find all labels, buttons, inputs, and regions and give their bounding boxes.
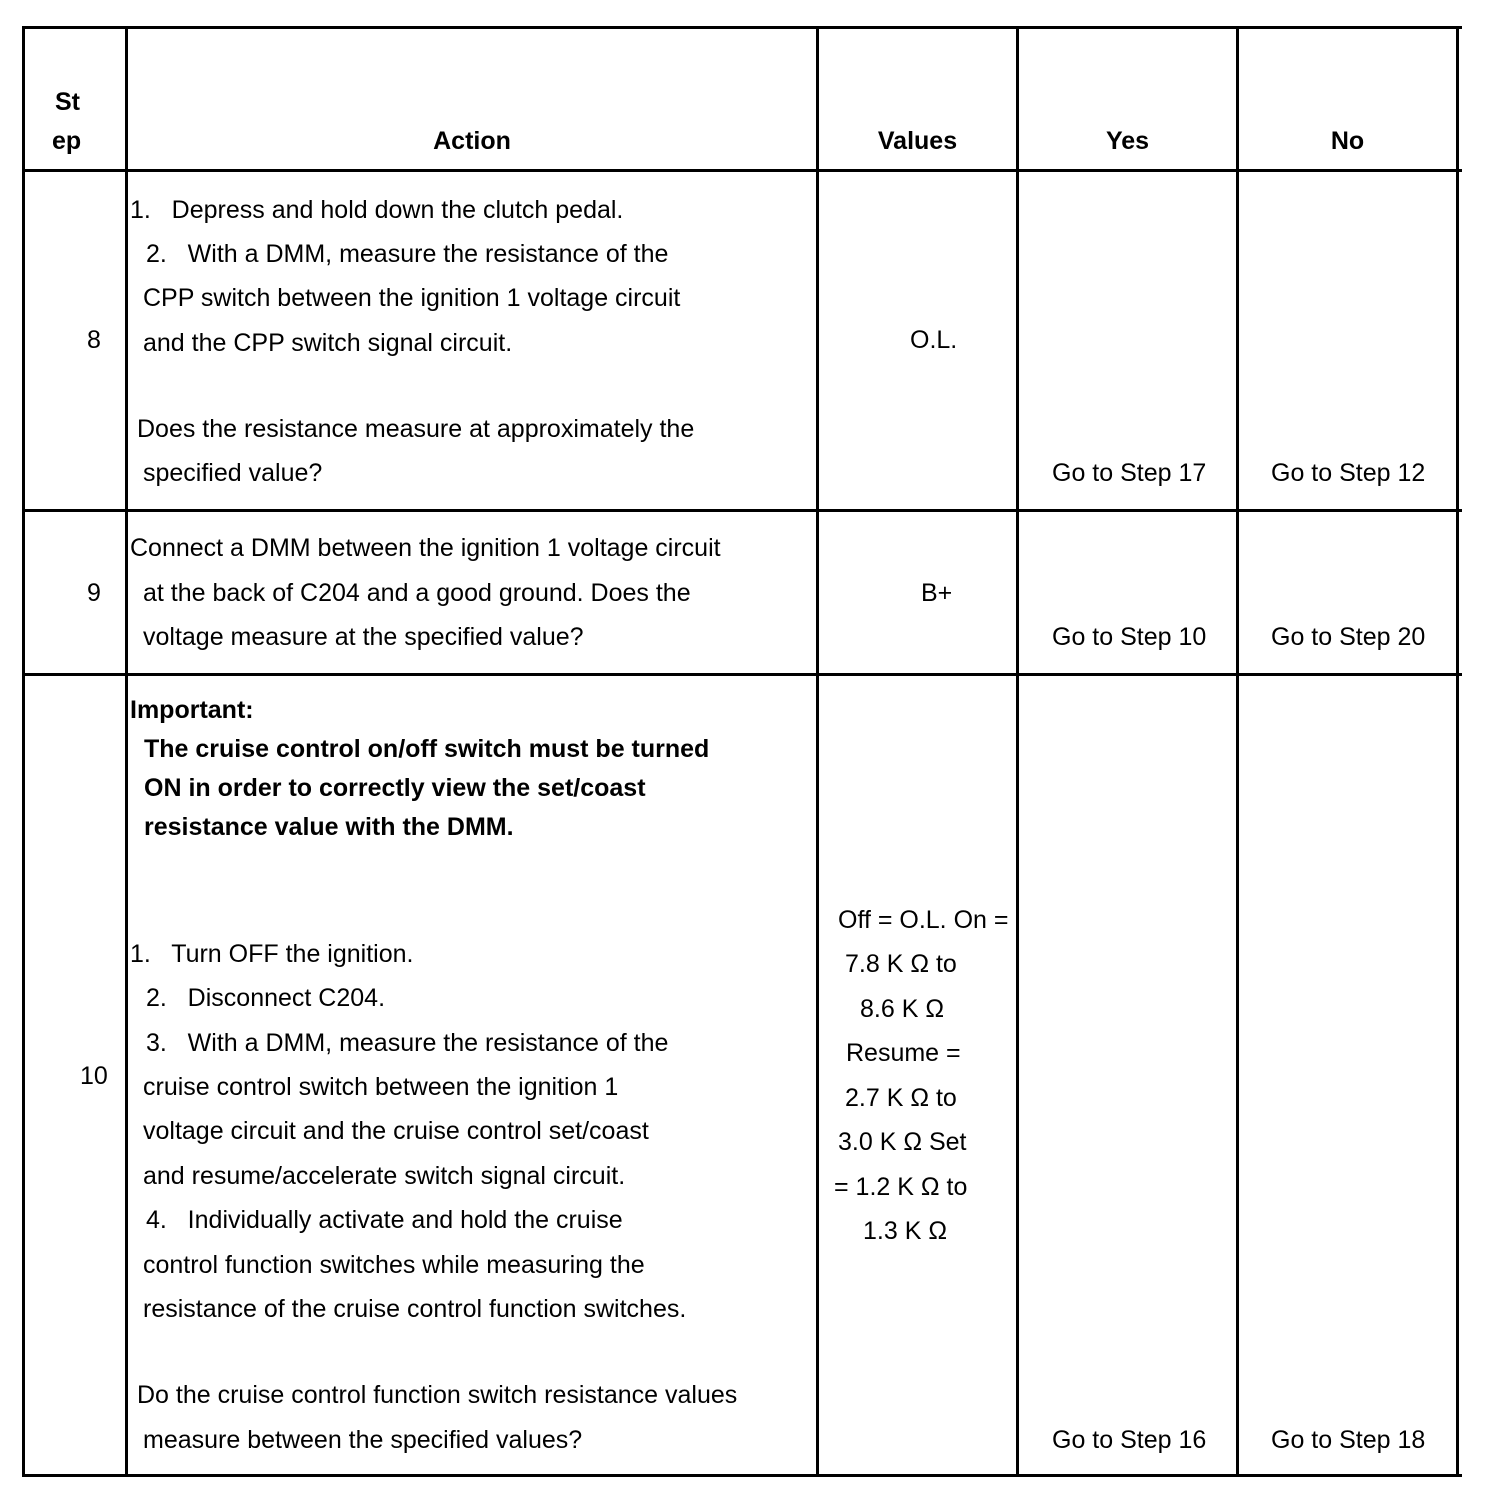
value-line: 3.0 K Ω Set <box>838 1128 967 1156</box>
values-yes-divider <box>1016 26 1019 1477</box>
action-line: resistance of the cruise control function switches. <box>143 1295 687 1323</box>
value-line: Off = O.L. On = <box>838 907 1009 933</box>
yes-link[interactable]: Go to Step 10 <box>1052 623 1207 651</box>
action-line: Connect a DMM between the ignition 1 voltage circuit <box>130 534 721 562</box>
action-line: and the CPP switch signal circuit. <box>143 329 513 357</box>
action-line: voltage measure at the specified value? <box>143 623 584 651</box>
header-step-line2: ep <box>52 127 82 155</box>
step-number: 9 <box>87 579 101 607</box>
value-line: 2.7 K Ω to <box>845 1084 957 1112</box>
table-left-border <box>22 26 25 1477</box>
action-line: 4. Individually activate and hold the cruise <box>146 1206 623 1234</box>
important-note-line: ON in order to correctly view the set/coast <box>144 774 646 802</box>
header-bottom-border <box>22 169 1462 172</box>
action-values-divider <box>816 26 819 1477</box>
action-question: Does the resistance measure at approximately the <box>137 415 695 443</box>
yes-link[interactable]: Go to Step 17 <box>1052 459 1207 487</box>
value-line: = 1.2 K Ω to <box>834 1173 968 1201</box>
step-number: 10 <box>80 1062 108 1090</box>
no-link[interactable]: Go to Step 12 <box>1271 459 1426 487</box>
header-action: Action <box>433 127 511 155</box>
no-link[interactable]: Go to Step 18 <box>1271 1426 1426 1454</box>
table-right-border <box>1456 26 1459 1477</box>
value-line: 1.3 K Ω <box>863 1217 948 1245</box>
action-line: 1. Turn OFF the ignition. <box>130 940 414 968</box>
row-9-bottom-border <box>22 673 1462 676</box>
row-8-bottom-border <box>22 509 1462 512</box>
header-values: Values <box>877 127 958 155</box>
step-number: 8 <box>87 326 101 354</box>
yes-link[interactable]: Go to Step 16 <box>1052 1426 1207 1454</box>
header-step-line1: St <box>55 88 80 116</box>
important-note-line: The cruise control on/off switch must be turned <box>144 735 710 763</box>
action-line: at the back of C204 and a good ground. Does the <box>143 579 691 607</box>
header-no: No <box>1330 127 1365 155</box>
important-note-line: resistance value with the DMM. <box>144 813 514 841</box>
action-question: Do the cruise control function switch resistance values <box>137 1381 738 1409</box>
no-link[interactable]: Go to Step 20 <box>1271 623 1426 651</box>
action-line: cruise control switch between the ignition 1 <box>143 1073 619 1101</box>
value-line: O.L. <box>910 326 958 354</box>
action-question: measure between the specified values? <box>143 1426 583 1454</box>
action-line: voltage circuit and the cruise control set/coast <box>143 1117 649 1145</box>
action-line: and resume/accelerate switch signal circuit. <box>143 1162 626 1190</box>
yes-no-divider <box>1236 26 1239 1477</box>
important-label: Important: <box>130 696 254 724</box>
value-line: B+ <box>921 579 953 607</box>
action-question: specified value? <box>143 459 323 487</box>
table-bottom-border <box>22 1474 1462 1477</box>
action-line: 2. Disconnect C204. <box>146 984 386 1012</box>
step-action-divider <box>125 26 128 1477</box>
table-top-border <box>22 26 1462 29</box>
value-line: 8.6 K Ω <box>860 995 945 1023</box>
value-line: 7.8 K Ω to <box>845 950 957 978</box>
action-line: control function switches while measuring the <box>143 1251 645 1279</box>
action-line: 2. With a DMM, measure the resistance of the <box>146 240 669 268</box>
action-line: CPP switch between the ignition 1 voltage circuit <box>143 284 681 312</box>
action-line: 1. Depress and hold down the clutch pedal. <box>130 196 624 224</box>
value-line: Resume = <box>846 1039 961 1067</box>
header-yes: Yes <box>1105 127 1150 155</box>
action-line: 3. With a DMM, measure the resistance of the <box>146 1029 669 1057</box>
